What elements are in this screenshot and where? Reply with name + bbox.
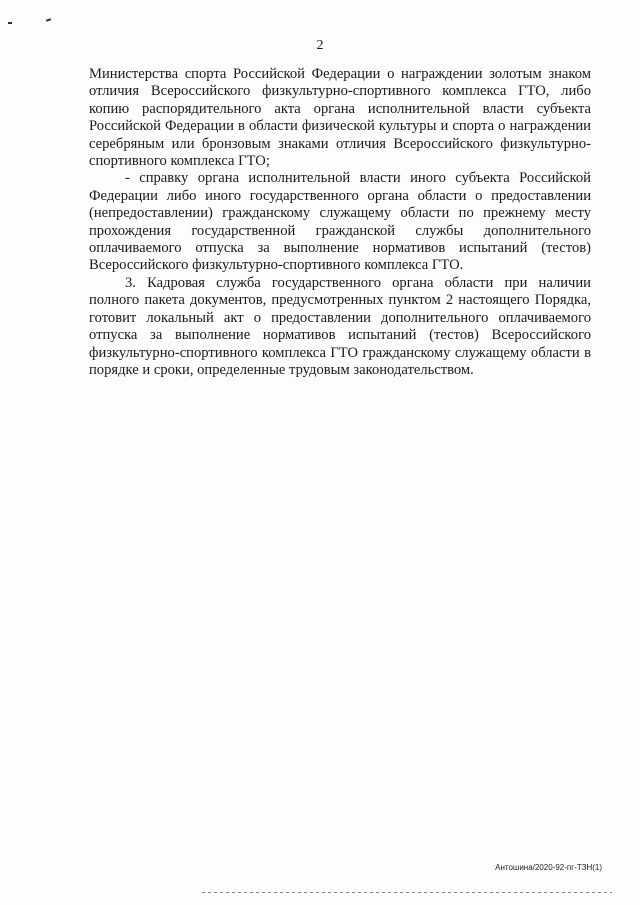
scan-artifact-mark [8, 22, 12, 24]
paragraph-certificate-item: - справку органа исполнительной власти иного субъекта Российской Федерации либо иного государственного органа области о предоставлении (непредоставлении) гражданскому служащему области по прежнему месту прохождения государственной гражданской службы дополнительного оплачиваемого отпуска за выполнение нормативов испытаний (тестов) Всероссийского физкультурно-спортивного комплекса ГТО. [89, 170, 591, 274]
paragraph-item-3: 3. Кадровая служба государственного органа области при наличии полного пакета документов, предусмотренных пунктом 2 настоящего Порядка, готовит локальный акт о предоставлении дополнительного оплачиваемого отпуска за выполнение нормативов испытаний (тестов) Всероссийского физкультурно-спортивного комплекса ГТО гражданскому служащему области в порядке и сроки, определенные трудовым законодательством. [89, 274, 591, 378]
scan-artifact-mark [46, 18, 51, 22]
paragraph-continuation: Министерства спорта Российской Федерации о награждении золотым знаком отличия Всероссийского физкультурно-спортивного комплекса ГТО, либо копию распорядительного акта органа исполнительной власти субъекта Российской Федерации в области физической культуры и спорта о награждении серебряным или бронзовым знаками отличия Всероссийского физкультурно-спортивного комплекса ГТО; [89, 66, 591, 170]
document-footer-code: Антошина/2020-92-пг-ТЗН(1) [495, 863, 602, 872]
document-body [89, 66, 591, 379]
page-number: 2 [316, 38, 324, 53]
scan-bottom-border [202, 892, 612, 893]
